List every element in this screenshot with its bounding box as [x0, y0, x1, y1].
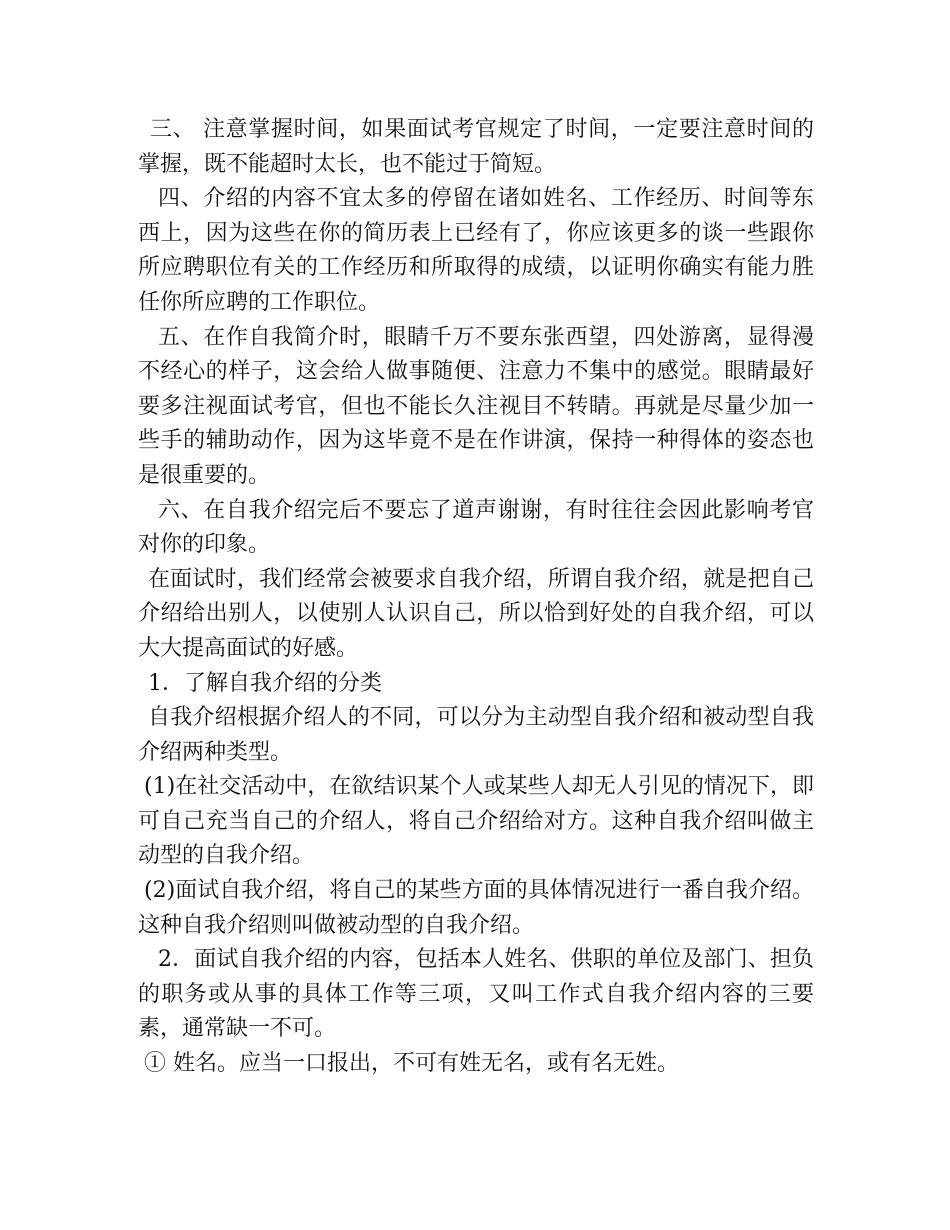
paragraph-passive-type: (2)面试自我介绍，将自己的某些方面的具体情况进行一番自我介绍。这种自我介绍则叫做被动型的自我介绍。 — [138, 878, 814, 938]
paragraph-types: 自我介绍根据介绍人的不同，可以分为主动型自我介绍和被动型自我介绍两种类型。 — [138, 705, 814, 765]
paragraph-interview-content: 2．面试自我介绍的内容，包括本人姓名、供职的单位及部门、担负的职务或从事的具体工作等三项，又叫工作式自我介绍内容的三要素，通常缺一不可。 — [138, 947, 814, 1042]
section-heading-classification: 1．了解自我介绍的分类 — [148, 670, 382, 696]
paragraph-thanks: 六、在自我介绍完后不要忘了道声谢谢，有时往往会因此影响考官对你的印象。 — [138, 497, 814, 558]
paragraph-time-control: 三、 注意掌握时间，如果面试考官规定了时间，一定要注意时间的掌握，既不能超时太长，也不能过于简短。 — [138, 117, 814, 177]
paragraph-intro-definition: 在面试时，我们经常会被要求自我介绍，所谓自我介绍，就是把自己介绍给出别人，以使别人认识自己，所以恰到好处的自我介绍，可以大大提高面试的好感。 — [138, 566, 814, 661]
paragraph-name-item: ① 姓名。应当一口报出，不可有姓无名，或有名无姓。 — [144, 1051, 679, 1077]
paragraph-active-type: (1)在社交活动中，在欲结识某个人或某些人却无人引见的情况下，即可自己充当自己的介绍人，将自己介绍给对方。这种自我介绍叫做主动型的自我介绍。 — [138, 774, 814, 869]
document-body — [138, 113, 814, 1082]
paragraph-content-focus: 四、介绍的内容不宜太多的停留在诸如姓名、工作经历、时间等东西上，因为这些在你的简历表上已经有了，你应该更多的谈一些跟你所应聘职位有关的工作经历和所取得的成绩，以证明你确实有能力胜任你所应聘的工作职位。 — [138, 186, 814, 315]
paragraph-eye-contact: 五、在作自我简介时，眼睛千万不要东张西望，四处游离，显得漫不经心的样子，这会给人做事随便、注意力不集中的感觉。眼睛最好要多注视面试考官，但也不能长久注视目不转睛。再就是尽量少加一些手的辅助动作，因为这毕竟不是在作讲演，保持一种得体的姿态也是很重要的。 — [138, 324, 814, 488]
